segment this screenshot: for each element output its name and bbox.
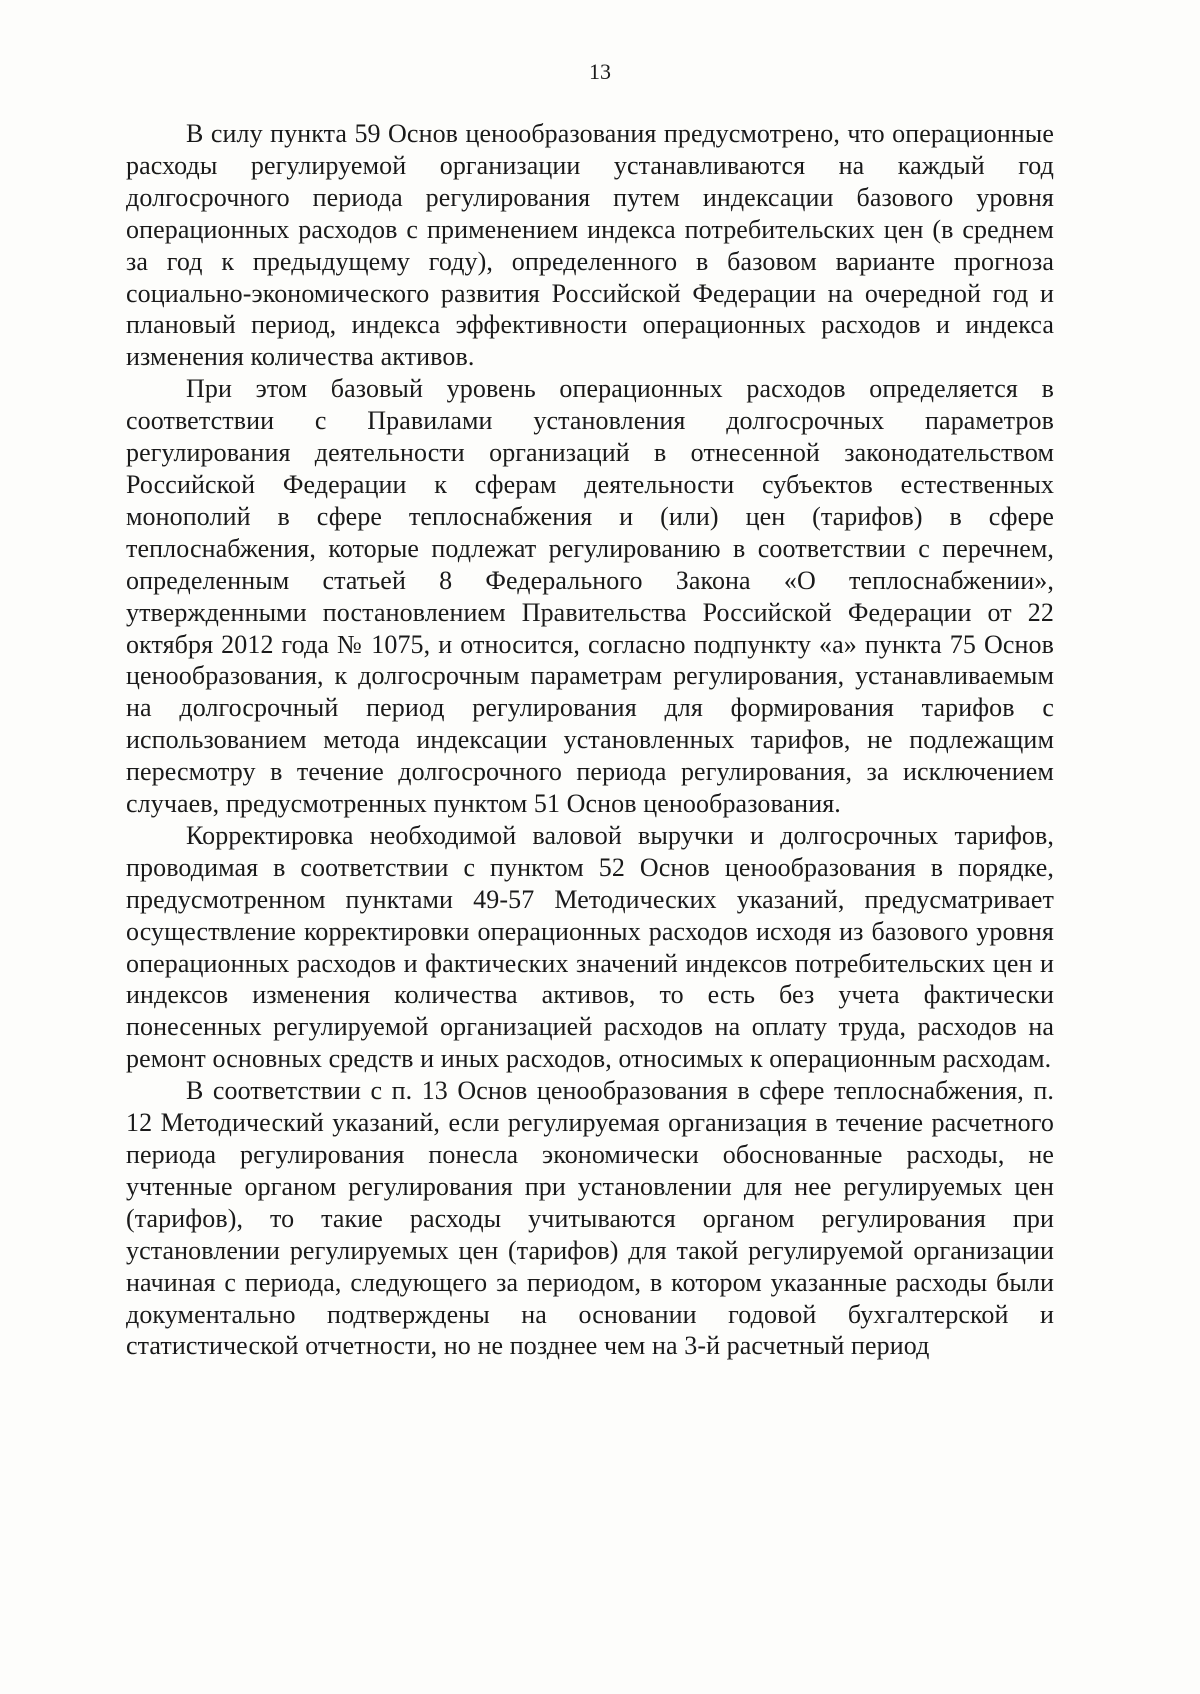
- body-text: [126, 118, 1054, 1362]
- page-number: 13: [589, 59, 611, 84]
- paragraph-opex-indexation: В силу пункта 59 Основ ценообразования предусмотрено, что операционные расходы регулируемой организации устанавливаются на каждый год долгосрочного периода регулирования путем индексации базового уровня операционных расходов с применением индекса потребительских цен (в среднем за год к предыдущему году), определенного в базовом варианте прогноза социально-экономического развития Российской Федерации на очередной год и плановый период, индекса эффективности операционных расходов и индекса изменения количества активов.: [126, 119, 1054, 372]
- paragraph-revenue-adjustment: Корректировка необходимой валовой выручки и долгосрочных тарифов, проводимая в соответствии с пунктом 52 Основ ценообразования в порядке, предусмотренном пунктами 49-57 Методических указаний, предусматривает осуществление корректировки операционных расходов исходя из базового уровня операционных расходов и фактических значений индексов потребительских цен и индексов изменения количества активов, то есть без учета фактически понесенных регулируемой организацией расходов на оплату труда, расходов на ремонт основных средств и иных расходов, относимых к операционным расходам.: [126, 820, 1054, 1074]
- paragraph-unaccounted-expenses: В соответствии с п. 13 Основ ценообразования в сфере теплоснабжения, п. 12 Методический указаний, если регулируемая организация в течение расчетного периода регулирования понесла экономически обоснованные расходы, не учтенные органом регулирования при установлении для нее регулируемых цен (тарифов), то такие расходы учитываются органом регулирования при установлении регулируемых цен (тарифов) для такой регулируемой организации начиная с периода, следующего за периодом, в котором указанные расходы были документально подтверждены на основании годовой бухгалтерской и статистической отчетности, но не позднее чем на 3-й расчетный период: [126, 1076, 1054, 1361]
- paragraph-base-level: При этом базовый уровень операционных расходов определяется в соответствии с Правилами установления долгосрочных параметров регулирования деятельности организаций в отнесенной законодательством Российской Федерации к сферам деятельности субъектов естественных монополий в сфере теплоснабжения и (или) цен (тарифов) в сфере теплоснабжения, которые подлежат регулированию в соответствии с перечнем, определенным статьей 8 Федерального Закона «О теплоснабжении», утвержденными постановлением Правительства Российской Федерации от 22 октября 2012 года № 1075, и относится, согласно подпункту «а» пункта 75 Основ ценообразования, к долгосрочным параметрам регулирования, устанавливаемым на долгосрочный период регулирования для формирования тарифов с использованием метода индексации установленных тарифов, не подлежащим пересмотру в течение долгосрочного периода регулирования, за исключением случаев, предусмотренных пунктом 51 Основ ценообразования.: [126, 374, 1054, 819]
